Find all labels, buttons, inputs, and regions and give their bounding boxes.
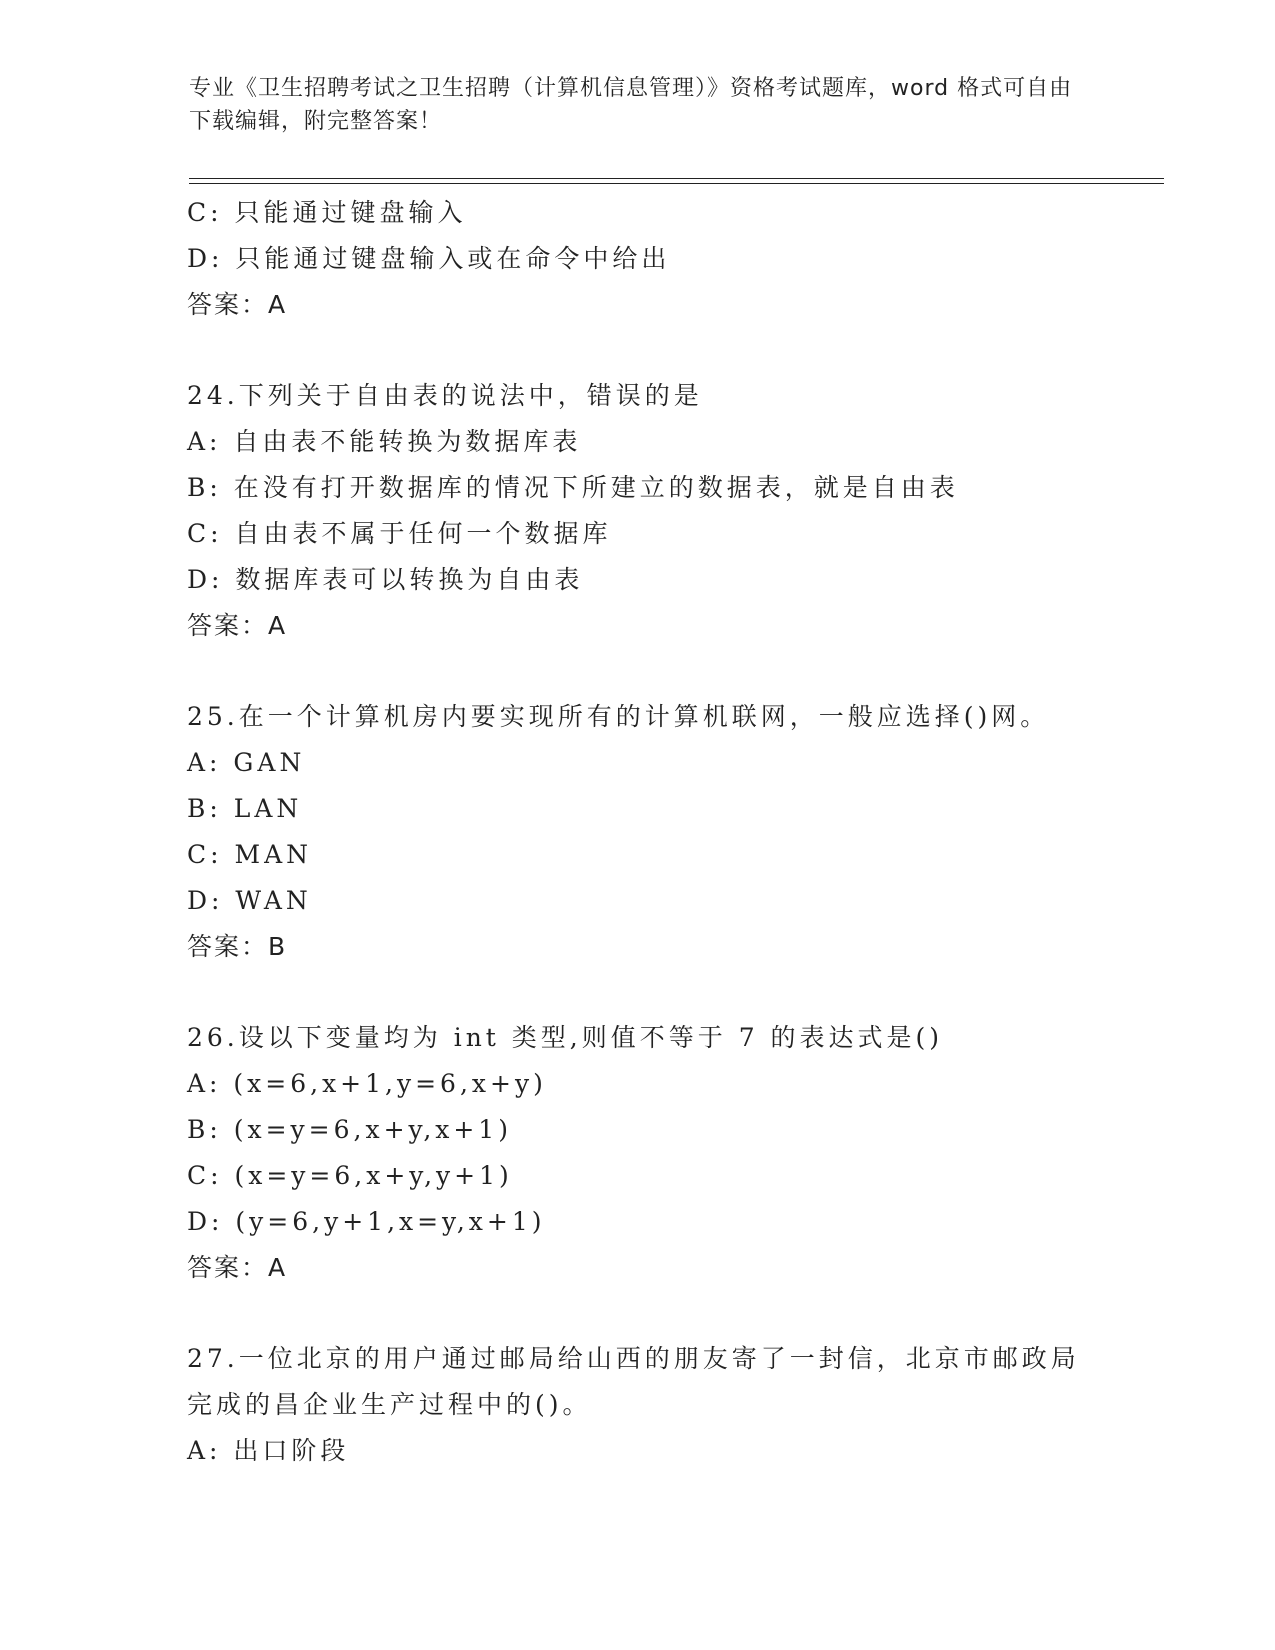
question-block bbox=[187, 190, 1147, 328]
option-line: B: (x=y=6,x+y,x+1) bbox=[187, 1115, 512, 1144]
answer-line: 答案：B bbox=[187, 932, 288, 961]
question-text-continued: 完成的昌企业生产过程中的()。 bbox=[187, 1390, 592, 1419]
spacer bbox=[187, 649, 1147, 694]
option-line: D: WAN bbox=[187, 886, 312, 915]
question-text: 27.一位北京的用户通过邮局给山西的朋友寄了一封信，北京市邮政局 bbox=[187, 1344, 1080, 1373]
option-line: D: 只能通过键盘输入或在命令中给出 bbox=[187, 244, 671, 273]
option-line: A: 自由表不能转换为数据库表 bbox=[187, 427, 582, 456]
spacer bbox=[187, 328, 1147, 373]
spacer bbox=[187, 1291, 1147, 1336]
question-block bbox=[187, 373, 1147, 649]
question-text: 25.在一个计算机房内要实现所有的计算机联网，一般应选择()网。 bbox=[187, 702, 1050, 731]
question-block bbox=[187, 1015, 1147, 1291]
option-line: C: 只能通过键盘输入 bbox=[187, 198, 467, 227]
question-block bbox=[187, 1336, 1147, 1474]
option-line: A: 出口阶段 bbox=[187, 1436, 350, 1465]
question-text: 26.设以下变量均为 int 类型,则值不等于 7 的表达式是() bbox=[187, 1023, 944, 1052]
option-line: D: 数据库表可以转换为自由表 bbox=[187, 565, 584, 594]
answer-line: 答案：A bbox=[187, 1253, 288, 1282]
option-line: A: GAN bbox=[187, 748, 306, 777]
option-line: C: (x=y=6,x+y,y+1) bbox=[187, 1161, 513, 1190]
header-divider-top bbox=[189, 178, 1164, 179]
question-list bbox=[187, 190, 1147, 1474]
question-text: 24.下列关于自由表的说法中，错误的是 bbox=[187, 381, 703, 410]
option-line: D: (y=6,y+1,x=y,x+1) bbox=[187, 1207, 546, 1236]
document-header: 专业《卫生招聘考试之卫生招聘（计算机信息管理）》资格考试题库，word 格式可自由下载编辑，附完整答案！ bbox=[189, 76, 1073, 134]
option-line: A: (x=6,x+1,y=6,x+y) bbox=[187, 1069, 547, 1098]
option-line: C: MAN bbox=[187, 840, 313, 869]
header-divider-bottom bbox=[189, 183, 1164, 184]
answer-line: 答案：A bbox=[187, 290, 288, 319]
option-line: C: 自由表不属于任何一个数据库 bbox=[187, 519, 612, 548]
option-line: B: 在没有打开数据库的情况下所建立的数据表，就是自由表 bbox=[187, 473, 959, 502]
answer-line: 答案：A bbox=[187, 611, 288, 640]
option-line: B: LAN bbox=[187, 794, 303, 823]
spacer bbox=[187, 970, 1147, 1015]
question-block bbox=[187, 694, 1147, 970]
